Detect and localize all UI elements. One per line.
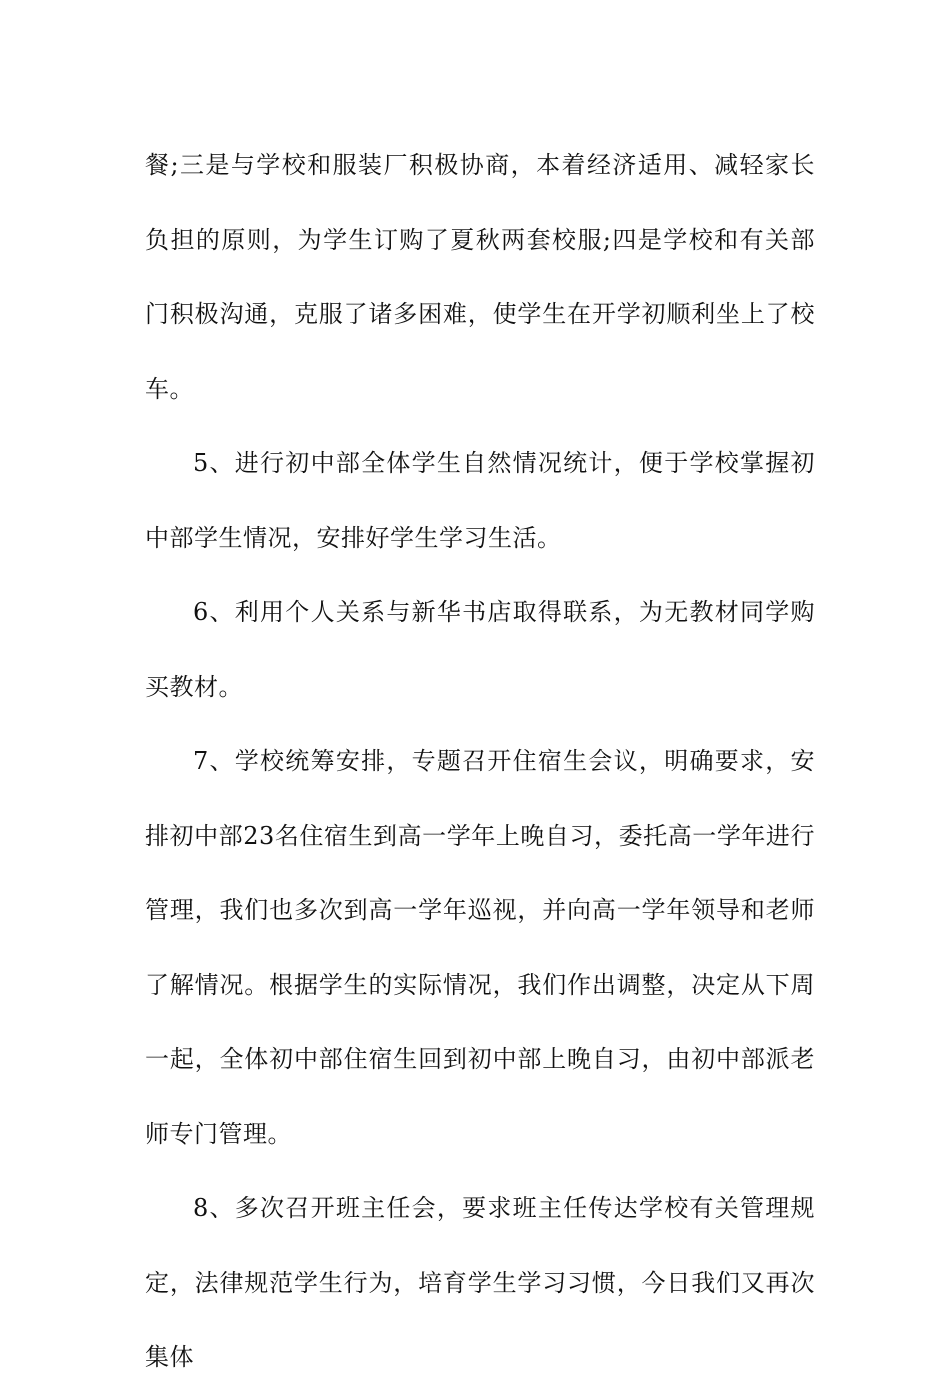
paragraph-item-5: 5、进行初中部全体学生自然情况统计，便于学校掌握初中部学生情况，安排好学生学习生活。	[145, 449, 815, 552]
paragraph-continuation: 餐;三是与学校和服装厂积极协商，本着经济适用、减轻家长负担的原则，为学生订购了夏秋两套校服;四是学校和有关部门积极沟通，克服了诸多困难，使学生在开学初顺利坐上了校车。	[145, 151, 815, 403]
document-body	[145, 128, 815, 1395]
paragraph-item-6: 6、利用个人关系与新华书店取得联系，为无教材同学购买教材。	[145, 598, 815, 701]
paragraph-item-7: 7、学校统筹安排，专题召开住宿生会议，明确要求，安排初中部23名住宿生到高一学年上晚自习，委托高一学年进行管理，我们也多次到高一学年巡视，并向高一学年领导和老师了解情况。根据学生的实际情况，我们作出调整，决定从下周一起，全体初中部住宿生回到初中部上晚自习，由初中部派老师专门管理。	[145, 747, 815, 1148]
paragraph-item-8: 8、多次召开班主任会，要求班主任传达学校有关管理规定，法律规范学生行为，培育学生学习习惯，今日我们又再次集体	[145, 1194, 815, 1371]
